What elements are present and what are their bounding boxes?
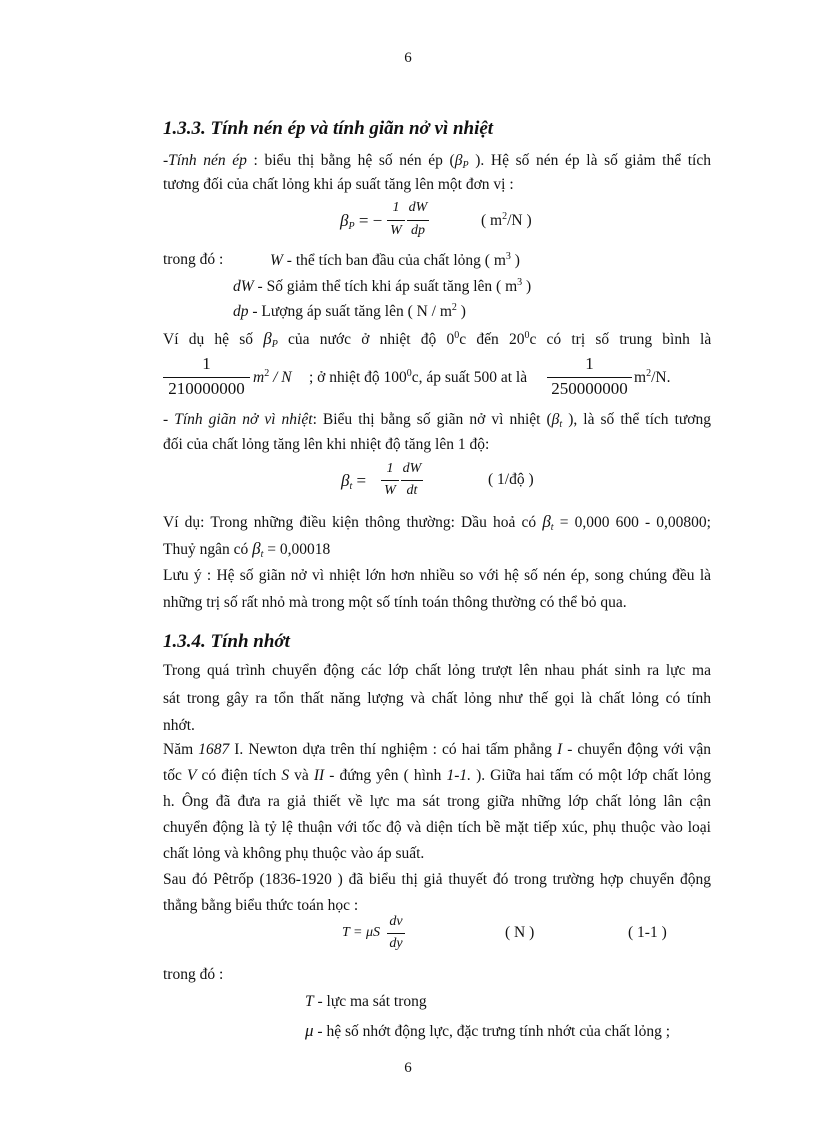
ex1-frac-b-den: 250000000 <box>551 379 628 398</box>
formula1-frac1-den: W <box>390 223 402 238</box>
ex1-frac-a-bar <box>163 377 250 378</box>
formula1-unit-sup: 2 <box>502 211 508 222</box>
compress-definition-line2: tương đối của chất lỏng khi áp suất tăng lên một đơn vị : <box>163 176 514 193</box>
newton-year: 1687 <box>198 741 230 758</box>
where-label-1: trong đó : <box>163 251 224 268</box>
formula1-frac1-bar <box>387 220 405 221</box>
where-item-W-sup: 3 <box>505 251 511 262</box>
newton-l2-c: và <box>289 767 314 784</box>
example2-line2 <box>163 539 711 560</box>
ex1-word: nhiệt <box>379 331 411 348</box>
where-item-mu <box>305 1021 670 1041</box>
compress-term: -Tính nén ép <box>163 152 247 169</box>
formula3-eq-number: ( 1-1 ) <box>628 924 667 941</box>
ex1-frac-a-den: 210000000 <box>168 379 245 398</box>
ex1-word: bình <box>662 331 690 348</box>
ex2-pre: Ví dụ: Trong những điều kiện thông thường: Dầu hoả có <box>163 514 543 531</box>
ex1-unit-b-m: m <box>634 369 647 386</box>
petrov-para-line1: Sau đó Pêtrốp (1836-1920 ) đã biểu thị giả thuyết đó trong trường hợp chuyển động <box>163 871 711 888</box>
thermal-text2: ), là số thể tích tương <box>562 411 711 428</box>
formula1-beta-sub: P <box>348 221 355 232</box>
section-heading-1-3-3: 1.3.3. Tính nén ép và tính giãn nở vì nhiệt <box>163 118 494 139</box>
ex1-word: nước <box>319 331 351 348</box>
formula1-frac1-num: 1 <box>392 200 400 215</box>
ex1-frac-a-num: 1 <box>202 354 211 373</box>
ex1-word: số <box>595 331 610 348</box>
where-item-dp <box>233 302 466 321</box>
ex1-mid-sup: 0 <box>406 368 412 379</box>
ex1-word: Ví <box>163 331 179 348</box>
petrov-para-line2: thẳng bằng biểu thức toán học : <box>163 897 359 914</box>
ex2-post: = 0,000 600 - 0,00800; <box>553 514 711 531</box>
formula1-frac2-num: dW <box>408 200 428 215</box>
formula3-unit: ( N ) <box>505 924 535 941</box>
ex1-temp-20-val: 20 <box>508 331 525 348</box>
where-item-dW <box>233 277 531 296</box>
newton-para-line1 <box>163 741 711 759</box>
where-item-dW-sup: 3 <box>517 277 523 288</box>
ex1-word: của <box>288 331 310 348</box>
where-item-T-text: - lực ma sát trong <box>313 993 427 1010</box>
formula1-eq: = − <box>354 211 383 230</box>
where-item-dW-after: ) <box>522 278 532 295</box>
newton-l1-a: Năm <box>163 741 199 758</box>
compress-text2: ). Hệ số nén ép là số giảm thể tích <box>468 152 711 169</box>
newton-para-line4: chuyển động là tỷ lệ thuận với tốc độ và diện tích bề mặt tiếp xúc, phụ thuộc vào loại <box>163 819 711 836</box>
where-item-T-sym: T <box>305 993 314 1010</box>
ex1-unit-a-m: m <box>253 369 265 386</box>
formula2-lhs <box>341 471 366 492</box>
viscosity-para1-line2: sát trong gây ra tổn thất năng lượng và chất lỏng như thế gọi là chất lỏng có tính <box>163 690 711 707</box>
ex1-unit-a <box>253 368 292 387</box>
ex1-unit-b <box>634 368 670 387</box>
note-line2: những trị số rất nhỏ mà trong một số tính toán thông thường có thể bỏ qua. <box>163 594 627 611</box>
ex1-beta-sub: P <box>271 339 278 350</box>
ex2-l2-post: = 0,00018 <box>263 541 331 558</box>
where-item-dp-sup: 2 <box>451 302 457 313</box>
formula1-frac2-bar <box>407 220 429 221</box>
where-item-T <box>305 993 427 1011</box>
ex1-temp-20-sup: 0 <box>524 330 530 341</box>
where-item-W <box>270 251 520 270</box>
example1-line <box>163 329 711 350</box>
formula2-frac1-den: W <box>384 483 396 498</box>
newton-S: S <box>281 767 290 784</box>
ex1-beta <box>263 331 278 348</box>
ex1-unit-a-tail: / N <box>269 369 292 386</box>
ex1-word: là <box>700 331 712 348</box>
ex2-l2-beta: β <box>252 539 261 558</box>
formula2-frac2-num: dW <box>402 461 422 476</box>
formula1-unit <box>481 211 532 230</box>
ex1-unit-b-sup: 2 <box>646 368 652 379</box>
newton-plate-I: I <box>556 741 563 758</box>
newton-l2-d: - đứng yên ( hình <box>324 767 447 784</box>
ex1-unit-a-sup: 2 <box>264 368 270 379</box>
newton-l2-b: có điện tích <box>196 767 282 784</box>
ex1-temp-20 <box>509 331 536 348</box>
ex2-beta: β <box>542 512 551 531</box>
ex1-word: có <box>546 331 562 348</box>
newton-para-line2 <box>163 767 711 785</box>
formula2-frac1-bar <box>381 480 399 481</box>
ex1-word: độ <box>420 331 437 348</box>
beta-subscript: P <box>462 160 469 171</box>
formula3-lhs: T = μS <box>342 925 381 940</box>
formula2-frac2-bar <box>401 480 423 481</box>
newton-l2-e: ). Giữa hai tấm có một lớp chất lỏng <box>471 767 711 784</box>
ex1-temp-0-val: 0 <box>446 331 455 348</box>
newton-para-line5: chất lỏng và không phụ thuộc vào áp suất. <box>163 845 425 862</box>
where-item-W-after: ) <box>510 252 520 269</box>
ex1-beta-symbol: β <box>263 329 272 348</box>
newton-l2-a: tốc <box>163 767 188 784</box>
note-line1: Lưu ý : Hệ số giãn nở vì nhiệt lớn hơn nhiều so với hệ số nén ép, song chúng đều là <box>163 567 711 584</box>
ex1-word: dụ <box>188 331 205 348</box>
where-item-mu-sym: μ <box>305 1021 314 1040</box>
ex1-word: trị <box>571 331 586 348</box>
formula2-frac2-den: dt <box>406 483 418 498</box>
newton-para-line3: h. Ông đã đưa ra giả thiết về lực ma sát trong giữa những lớp chất lỏng lân cận <box>163 793 711 810</box>
ex1-temp-20-c: c <box>529 331 537 348</box>
thermal-definition-line2: đối của chất lỏng tăng lên khi nhiệt độ tăng lên 1 độ: <box>163 436 490 453</box>
formula2-beta-sub: t <box>349 481 353 492</box>
where-label-2: trong đó : <box>163 966 224 983</box>
where-item-W-sym: W <box>270 252 283 269</box>
where-item-dp-after: ) <box>456 303 466 320</box>
ex1-mid-text <box>309 368 527 387</box>
viscosity-para1-line1: Trong quá trình chuyển động các lớp chất lỏng trượt lên nhau phát sinh ra lực ma <box>163 662 711 679</box>
where-item-dp-sym: dp <box>233 303 249 320</box>
where-item-dp-text: - Lượng áp suất tăng lên ( N / m <box>248 303 452 320</box>
where-item-dW-text: - Số giảm thể tích khi áp suất tăng lên ( m <box>253 278 518 295</box>
thermal-term: Tính giãn nở vì nhiệt <box>174 411 313 428</box>
formula1-lhs <box>340 211 382 232</box>
ex2-beta-sub: t <box>550 522 554 533</box>
ex2-l2-pre: Thuỷ ngân có <box>163 541 253 558</box>
newton-l1-b: I. Newton dựa trên thí nghiệm : có hai tấm phẳng <box>229 741 557 758</box>
where-item-dW-sym: dW <box>233 278 254 295</box>
ex1-word: trung <box>619 331 653 348</box>
thermal-beta-symbol: β <box>551 411 560 428</box>
ex1-word: đến <box>476 331 499 348</box>
where-item-W-text: - thể tích ban đầu của chất lỏng ( m <box>282 252 506 269</box>
thermal-beta-sub: t <box>559 419 563 430</box>
ex1-word: số <box>239 331 254 348</box>
ex1-temp-0-c: c <box>459 331 467 348</box>
viscosity-para1-line3: nhớt. <box>163 717 195 734</box>
formula1-frac2-den: dp <box>411 223 425 238</box>
ex1-word: hệ <box>214 331 230 348</box>
formula1-beta: β <box>340 211 349 230</box>
compress-definition-line1 <box>163 152 711 171</box>
ex1-word: ở <box>361 331 370 348</box>
formula2-beta: β <box>341 471 350 490</box>
newton-fig-ref: 1-1. <box>446 767 472 784</box>
ex1-temp-0 <box>447 331 467 348</box>
ex1-temp-0-sup: 0 <box>454 330 460 341</box>
formula1-unit-pre: ( m <box>481 212 503 229</box>
beta-symbol: β <box>454 152 463 169</box>
ex1-mid-b: c, áp suất 500 at là <box>411 369 528 386</box>
newton-l1-c: - chuyển động với vận <box>562 741 711 758</box>
newton-V: V <box>187 767 197 784</box>
compress-text1: : biểu thị bằng hệ số nén ép ( <box>246 152 455 169</box>
thermal-definition-line1 <box>163 411 711 430</box>
formula3-num: dv <box>389 914 403 929</box>
formula3-den: dy <box>389 936 403 951</box>
ex2-l2-beta-sub: t <box>260 549 264 560</box>
where-item-mu-text: - hệ số nhớt động lực, đặc trưng tính nhớt của chất lỏng ; <box>313 1023 671 1040</box>
formula3-bar <box>387 933 405 934</box>
formula2-unit: ( 1/độ ) <box>488 471 534 488</box>
ex1-frac-b-num: 1 <box>585 354 594 373</box>
formula1-unit-post: /N ) <box>507 212 532 229</box>
ex1-mid-a: ; ở nhiệt độ 100 <box>309 369 407 386</box>
thermal-dash: - <box>163 411 175 428</box>
formula2-frac1-num: 1 <box>386 461 394 476</box>
newton-plate-II: II <box>313 767 325 784</box>
formula2-eq: = <box>352 471 367 490</box>
ex1-unit-b-tail: /N. <box>651 369 671 386</box>
page-number-bottom: 6 <box>404 1060 412 1076</box>
example2-line1 <box>163 512 711 533</box>
ex1-frac-b-bar <box>547 377 632 378</box>
page-number-top: 6 <box>404 50 412 66</box>
thermal-text1: : Biểu thị bằng số giãn nở vì nhiệt ( <box>312 411 552 428</box>
section-heading-1-3-4: 1.3.4. Tính nhớt <box>163 631 290 652</box>
